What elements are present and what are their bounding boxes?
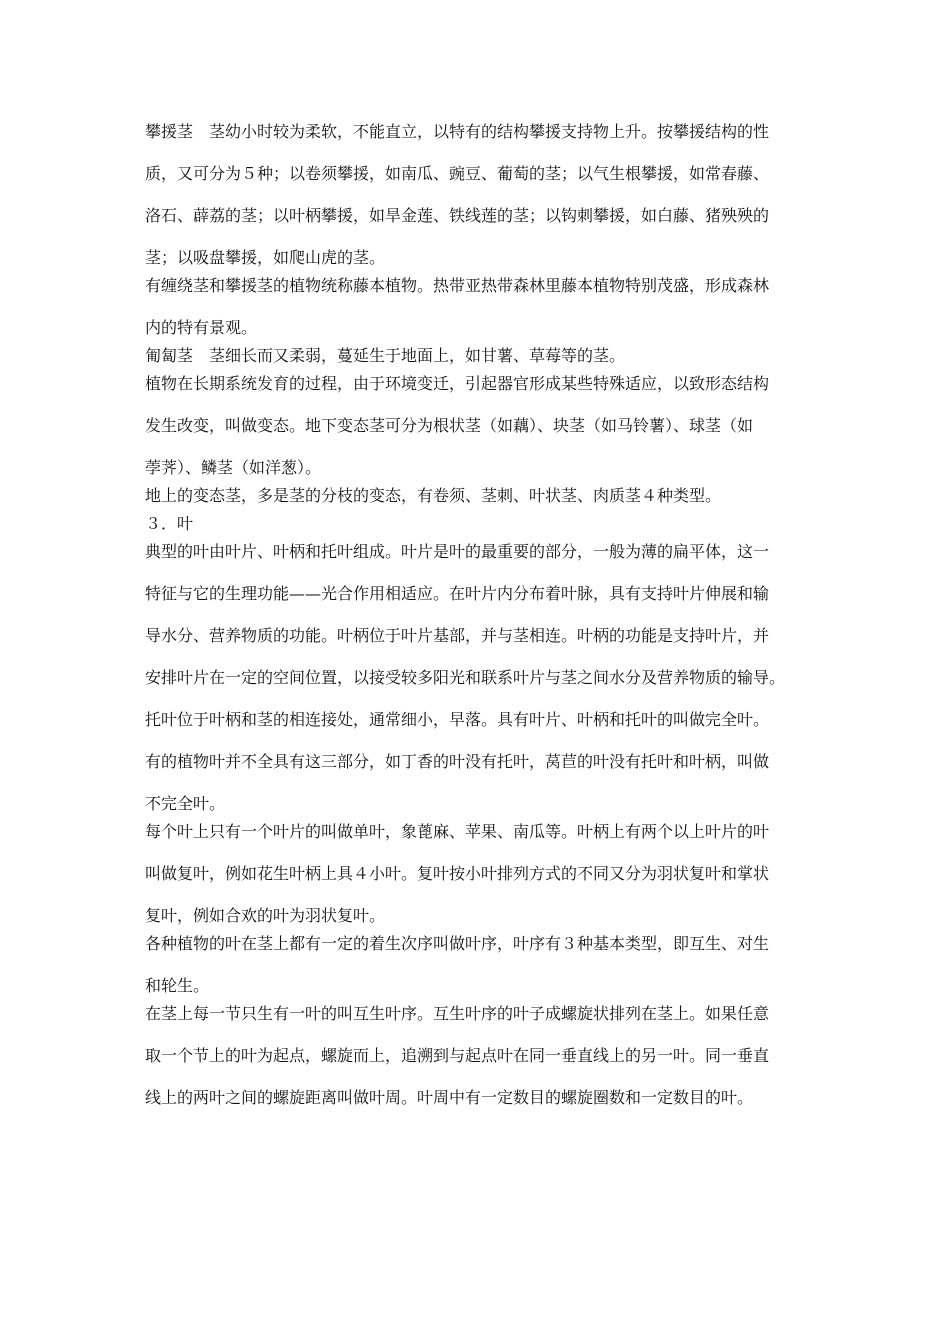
text-line: 内的特有景观。 — [145, 318, 258, 337]
text-line: 发生改变，叫做变态。地下变态茎可分为根状茎（如藕）、块茎（如马铃薯）、球茎（如 — [145, 416, 754, 435]
text-line: 线上的两叶之间的螺旋距离叫做叶周。叶周中有一定数目的螺旋圈数和一定数目的叶。 — [145, 1088, 754, 1107]
text-line: 每个叶上只有一个叶片的叫做单叶，象蓖麻、苹果、南瓜等。叶柄上有两个以上叶片的叶 — [145, 822, 770, 841]
text-line: 不完全叶。 — [145, 794, 226, 813]
text-line: 地上的变态茎，多是茎的分枝的变态，有卷须、茎刺、叶状茎、肉质茎４种类型。 — [145, 486, 722, 505]
text-line: 植物在长期系统发育的过程，由于环境变迁，引起器官形成某些特殊适应，以致形态结构 — [145, 374, 770, 393]
text-line: 在茎上每一节只生有一叶的叫互生叶序。互生叶序的叶子成螺旋状排列在茎上。如果任意 — [145, 1004, 770, 1023]
text-line: 导水分、营养物质的功能。叶柄位于叶片基部，并与茎相连。叶柄的功能是支持叶片，并 — [145, 626, 770, 645]
text-line: 各种植物的叶在茎上都有一定的着生次序叫做叶序，叶序有３种基本类型，即互生、对生 — [145, 934, 770, 953]
text-line: 安排叶片在一定的空间位置，以接受较多阳光和联系叶片与茎之间水分及营养物质的输导。 — [145, 668, 786, 687]
text-line: 托叶位于叶柄和茎的相连接处，通常细小，早落。具有叶片、叶柄和托叶的叫做完全叶。 — [145, 710, 770, 729]
document-page — [145, 122, 825, 1108]
text-line: 有的植物叶并不全具有这三部分，如丁香的叶没有托叶，莴苣的叶没有托叶和叶柄，叫做 — [145, 752, 770, 771]
text-line: 典型的叶由叶片、叶柄和托叶组成。叶片是叶的最重要的部分，一般为薄的扁平体，这一 — [145, 542, 770, 561]
text-line: 茎；以吸盘攀援，如爬山虎的茎。 — [145, 248, 386, 267]
text-line: 匍匐茎 茎细长而又柔弱，蔓延生于地面上，如甘薯、草莓等的茎。 — [145, 346, 626, 365]
text-line: 荸荠）、鳞茎（如洋葱）。 — [145, 458, 322, 477]
text-line: 复叶，例如合欢的叶为羽状复叶。 — [145, 906, 386, 925]
section-heading: ３．叶 — [145, 514, 194, 533]
text-line: 洛石、薜荔的茎；以叶柄攀援，如旱金莲、铁线莲的茎；以钩刺攀援，如白藤、猪殃殃的 — [145, 206, 770, 225]
text-line: 特征与它的生理功能——光合作用相适应。在叶片内分布着叶脉，具有支持叶片伸展和输 — [145, 584, 770, 603]
text-line: 质，又可分为５种；以卷须攀援，如南瓜、豌豆、葡萄的茎；以气生根攀援，如常春藤、 — [145, 164, 770, 183]
text-line: 取一个节上的叶为起点，螺旋而上，追溯到与起点叶在同一垂直线上的另一叶。同一垂直 — [145, 1046, 770, 1065]
text-line: 和轮生。 — [145, 976, 210, 995]
text-line: 叫做复叶，例如花生叶柄上具４小叶。复叶按小叶排列方式的不同又分为羽状复叶和掌状 — [145, 864, 770, 883]
text-line: 有缠绕茎和攀援茎的植物统称藤本植物。热带亚热带森林里藤本植物特别茂盛，形成森林 — [145, 276, 770, 295]
text-line: 攀援茎 茎幼小时较为柔软，不能直立，以特有的结构攀援支持物上升。按攀援结构的性 — [145, 122, 770, 141]
